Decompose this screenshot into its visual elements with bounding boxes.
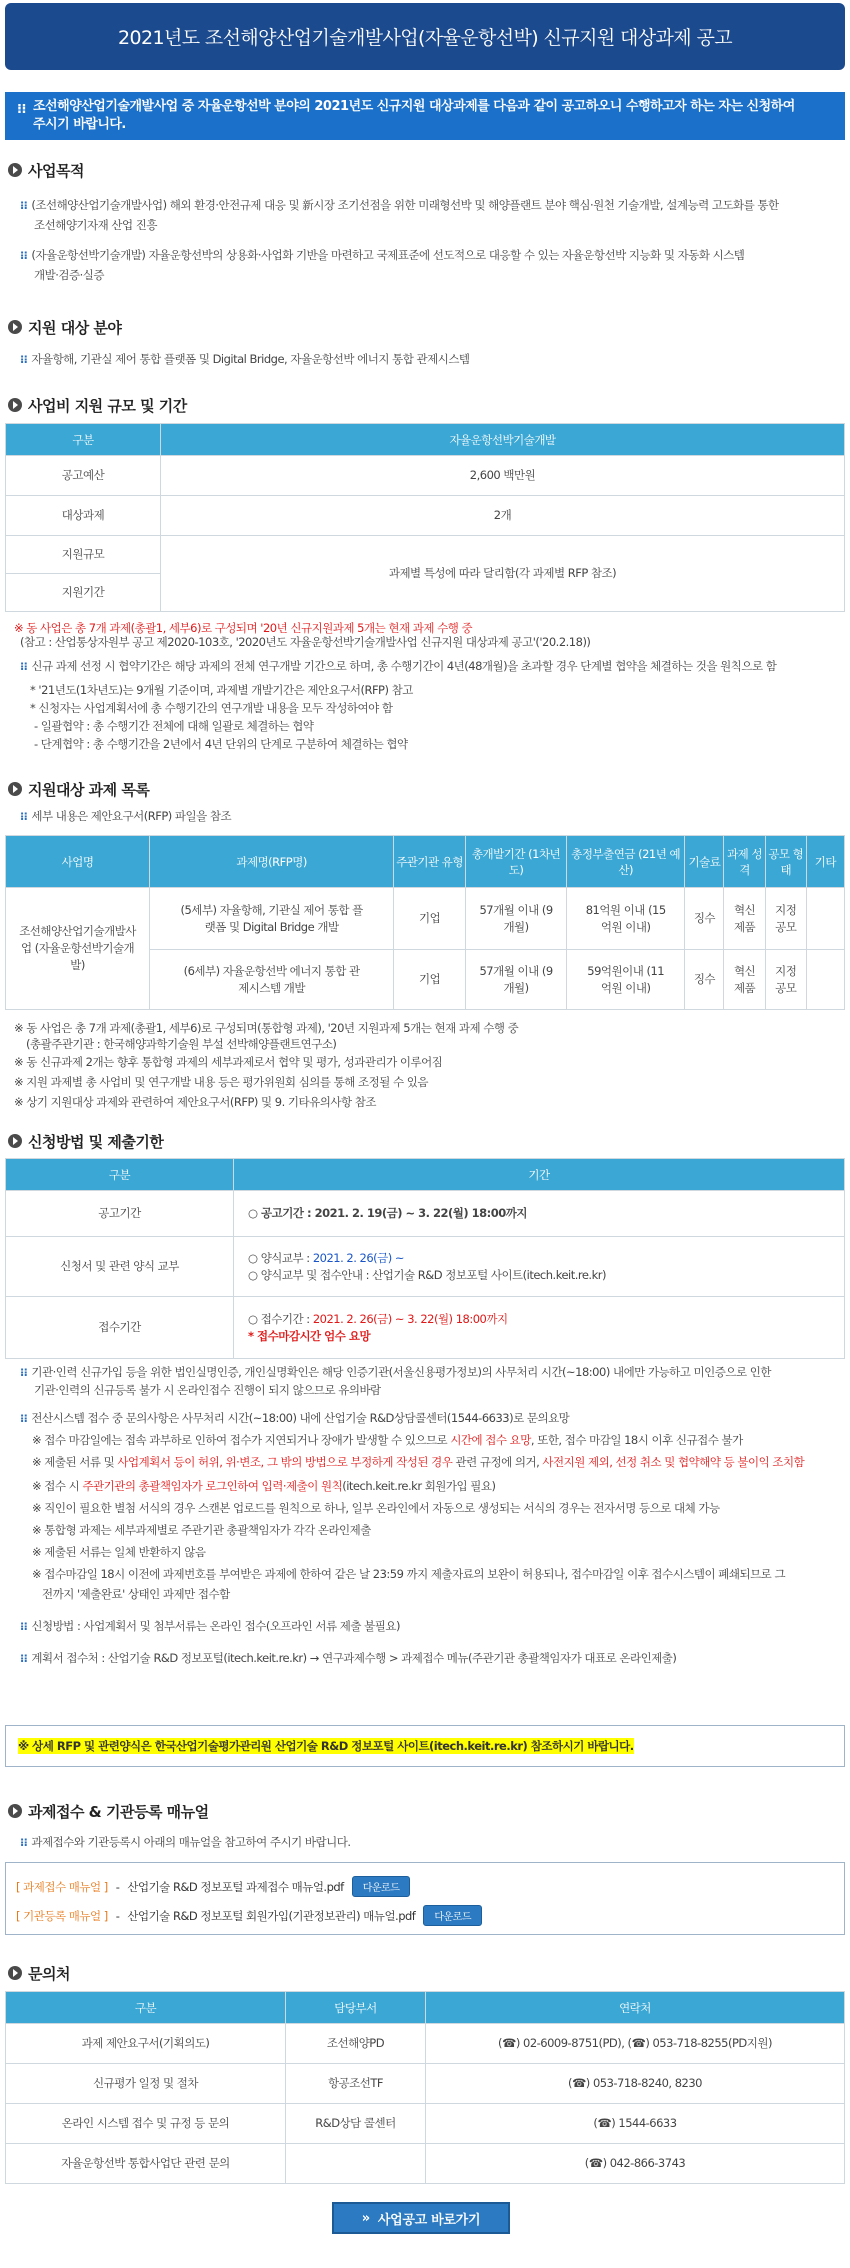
section-purpose: [8, 159, 84, 181]
go-to-announcement-button[interactable]: » 사업공고 바로가기: [332, 2202, 510, 2234]
section-arrow-icon: [8, 1966, 22, 1980]
table-cell: 57개월 이내 (9개월): [466, 888, 567, 950]
section-arrow-icon: [8, 163, 22, 177]
bullet-icon: ⁝⁝: [20, 1836, 28, 1849]
bullet-icon: ⁝⁝: [20, 1620, 28, 1633]
bullet-icon: ⁝⁝: [20, 1652, 28, 1665]
budget-note: ※ 동 사업은 총 7개 과제(총괄1, 세부6)로 구성되며 '20년 신규지원과제 5개는 현재 과제 수행 중: [14, 621, 473, 635]
table-header: 주관기관 유형: [394, 836, 466, 888]
table-header: 기간: [234, 1159, 845, 1191]
project-note: ※ 상기 지원대상 과제와 관련하여 제안요구서(RFP) 및 9. 기타유의사항 참조: [14, 1095, 376, 1109]
intro-line-2: 주시기 바랍니다.: [33, 117, 126, 132]
download-row-registration: [ 기관등록 매뉴얼 ] - 산업기술 R&D 정보포털 회원가입(기관정보관리) 매뉴얼.pdf 다운로드: [16, 1905, 482, 1926]
table-header: 구분: [6, 424, 161, 456]
table-row: [6, 2064, 845, 2104]
table-cell: 항공조선TF: [286, 2064, 426, 2104]
project-table: [5, 835, 845, 1010]
table-cell: 대상과제: [6, 496, 161, 536]
section-arrow-icon: [8, 1134, 22, 1148]
application-note: ⁝⁝ 신청방법 : 사업계획서 및 첨부서류는 온라인 접수(오프라인 서류 제출 불필요): [20, 1619, 400, 1633]
table-cell: [286, 2144, 426, 2184]
application-note: ※ 접수 시 주관기관의 총괄책임자가 로그인하여 입력·제출이 원칙(itech.keit.re.kr 회원가입 필요): [32, 1479, 496, 1493]
purpose-item-1: ⁝⁝ (조선해양산업기술개발사업) 해외 환경·안전규제 대응 및 新시장 조기선점을 위한 미래형선박 및 해양플랜트 분야 핵심·원천 기술개발, 설계능력 고도화를 통한: [20, 198, 779, 212]
table-cell: 접수기간: [6, 1297, 234, 1359]
dots-icon: ⁝⁝: [17, 102, 26, 117]
budget-note: - 단계협약 : 총 수행기간을 2년에서 4년 단위의 단계로 구분하여 체결하는 협약: [34, 737, 408, 751]
table-cell: 기업: [394, 888, 466, 950]
table-row: [6, 2024, 845, 2064]
table-cell: 57개월 이내 (9개월): [466, 950, 567, 1010]
page-title: 2021년도 조선해양산업기술개발사업(자율운항선박) 신규지원 대상과제 공고: [5, 3, 845, 70]
table-cell: 과제 제안요구서(기획의도): [6, 2024, 286, 2064]
table-cell: R&D상담 콜센터: [286, 2104, 426, 2144]
application-note: ※ 직인이 필요한 별첨 서식의 경우 스캔본 업로드를 원칙으로 하나, 일부 온라인에서 자동으로 생성되는 서식의 경우는 전자서명 등으로 대체 가능: [32, 1501, 720, 1515]
project-note: (총괄주관기관 : 한국해양과학기술원 부설 선박해양플랜트연구소): [26, 1037, 337, 1051]
application-note: ※ 제출된 서류 및 사업계획서 등이 허위, 위·변조, 그 밖의 방법으로 부정하게 작성된 경우 관련 규정에 의거, 사전지원 제외, 선정 취소 및 협약해약 등 불이익 조치함: [32, 1455, 805, 1469]
table-cell: 징수: [685, 950, 724, 1010]
bullet-icon: ⁝⁝: [20, 1366, 28, 1379]
table-cell: 조선해양산업기술개발사업 (자율운항선박기술개발): [6, 888, 150, 1010]
section-title: 지원 대상 분야: [28, 318, 122, 337]
table-cell: (5세부) 자율항해, 기관실 제어 통합 플랫폼 및 Digital Bridge 개발: [150, 888, 394, 950]
table-cell: 과제별 특성에 따라 달리함(각 과제별 RFP 참조): [161, 536, 845, 612]
section-arrow-icon: [8, 320, 22, 334]
table-header: 담당부서: [286, 1992, 426, 2024]
bullet-icon: ⁝⁝: [20, 660, 28, 673]
section-target-field: [8, 316, 121, 338]
table-cell: 지정 공모: [765, 888, 806, 950]
table-header: 구분: [6, 1992, 286, 2024]
section-title: 과제접수 & 기관등록 매뉴얼: [28, 1802, 209, 1821]
section-contact: [8, 1962, 70, 1984]
table-cell: 지원기간: [6, 574, 161, 612]
target-field-item: ⁝⁝ 자율항해, 기관실 제어 통합 플랫폼 및 Digital Bridge, 자율운항선박 에너지 통합 관제시스템: [20, 352, 470, 366]
table-header: 공모 형태: [765, 836, 806, 888]
table-cell: 신규평가 일정 및 절차: [6, 2064, 286, 2104]
table-cell: 지정 공모: [765, 950, 806, 1010]
table-header: 연락처: [426, 1992, 845, 2024]
budget-note: (참고 : 산업통상자원부 공고 제2020-103호, '2020년도 자율운항선박기술개발사업 신규지원 대상과제 공고'('20.2.18)): [20, 635, 591, 649]
download-row-submission: [ 과제접수 매뉴얼 ] - 산업기술 R&D 정보포털 과제접수 매뉴얼.pdf 다운로드: [16, 1876, 410, 1897]
budget-note: * 신청자는 사업계획서에 총 수행기간의 연구개발 내용을 모두 작성하여야 함: [30, 701, 393, 715]
section-arrow-icon: [8, 782, 22, 796]
table-cell: (6세부) 자율운항선박 에너지 통합 관제시스템 개발: [150, 950, 394, 1010]
table-header: 기술료: [685, 836, 724, 888]
project-note: ※ 동 신규과제 2개는 향후 통합형 과제의 세부과제로서 협약 및 평가, 성과관리가 이루어짐: [14, 1055, 443, 1069]
bullet-icon: ⁝⁝: [20, 199, 28, 212]
table-cell: 혁신 제품: [724, 950, 765, 1010]
table-cell: 2,600 백만원: [161, 456, 845, 496]
table-header: 총정부출연금 (21년 예산): [567, 836, 685, 888]
table-cell: ○ 접수기간 : 2021. 2. 26(금) ~ 3. 22(월) 18:00까지 * 접수마감시간 엄수 요망: [234, 1297, 845, 1359]
table-cell: 81억원 이내 (15억원 이내): [567, 888, 685, 950]
intro-box: [5, 92, 845, 140]
section-budget: [8, 394, 187, 416]
application-table: [5, 1158, 845, 1359]
table-cell: 신청서 및 관련 양식 교부: [6, 1237, 234, 1297]
project-note: ※ 지원 과제별 총 사업비 및 연구개발 내용 등은 평가위원회 심의를 통해 조정될 수 있음: [14, 1075, 429, 1089]
table-cell: (☎) 1544-6633: [426, 2104, 845, 2144]
table-header: 과제 성격: [724, 836, 765, 888]
table-cell: [806, 888, 844, 950]
application-note: ※ 접수마감일 18시 이전에 과제번호를 부여받은 과제에 한하여 같은 날 23:59 까지 제출자료의 보완이 허용되나, 접수마감일 이후 접수시스템이 폐쇄되므로 그: [32, 1567, 786, 1581]
table-cell: 공고기간: [6, 1191, 234, 1237]
project-note: ※ 동 사업은 총 7개 과제(총괄1, 세부6)로 구성되며(통합형 과제), '20년 지원과제 5개는 현재 과제 수행 중: [14, 1021, 519, 1035]
application-note: ※ 통합형 과제는 세부과제별로 주관기관 총괄책임자가 각각 온라인제출: [32, 1523, 371, 1537]
table-row: [6, 2104, 845, 2144]
section-manuals: [8, 1800, 209, 1822]
intro-line-1: 조선해양산업기술개발사업 중 자율운항선박 분야의 2021년도 신규지원 대상과제를 다음과 같이 공고하오니 수행하고자 하는 자는 신청하여: [33, 99, 795, 114]
table-row: [6, 888, 845, 950]
manual-note: ⁝⁝ 과제접수와 기관등록시 아래의 매뉴얼을 참고하여 주시기 바랍니다.: [20, 1835, 351, 1849]
download-button[interactable]: 다운로드: [352, 1876, 411, 1897]
download-button[interactable]: 다운로드: [423, 1905, 482, 1926]
contact-table: [5, 1991, 845, 2184]
purpose-item-2: ⁝⁝ (자율운항선박기술개발) 자율운항선박의 상용화·사업화 기반을 마련하고 국제표준에 선도적으로 대응할 수 있는 자율운항선박 지능화 및 자동화 시스템: [20, 248, 745, 262]
table-cell: 2개: [161, 496, 845, 536]
table-cell: [806, 950, 844, 1010]
application-note: ※ 접수 마감일에는 접속 과부하로 인하여 접수가 지연되거나 장애가 발생할 수 있으므로 시간에 접수 요망, 또한, 접수 마감일 18시 이후 신규접수 불가: [32, 1433, 743, 1447]
application-note: ※ 제출된 서류는 일체 반환하지 않음: [32, 1545, 206, 1559]
application-note: ⁝⁝ 전산시스템 접수 중 문의사항은 사무처리 시간(~18:00) 내에 산업기술 R&D상담콜센터(1544-6633)로 문의요망: [20, 1411, 570, 1425]
double-chevron-icon: »: [361, 2210, 370, 2226]
notice-box: ※ 상세 RFP 및 관련양식은 한국산업기술평가관리원 산업기술 R&D 정보포털 사이트(itech.keit.re.kr) 참조하시기 바랍니다.: [5, 1725, 845, 1767]
section-title: 문의처: [28, 1964, 70, 1983]
table-cell: 기업: [394, 950, 466, 1010]
application-note: ⁝⁝ 계획서 접수처 : 산업기술 R&D 정보포털(itech.keit.re.kr) → 연구과제수행 > 과제접수 메뉴(주관기관 총괄책임자가 대표로 온라인제출): [20, 1651, 677, 1665]
budget-note: - 일괄협약 : 총 수행기간 전체에 대해 일괄로 체결하는 협약: [34, 719, 314, 733]
table-cell: 온라인 시스템 접수 및 규정 등 문의: [6, 2104, 286, 2144]
table-row: [6, 2144, 845, 2184]
table-cell: 공고예산: [6, 456, 161, 496]
section-title: 지원대상 과제 목록: [28, 780, 150, 799]
table-header: 자율운항선박기술개발: [161, 424, 845, 456]
section-arrow-icon: [8, 398, 22, 412]
application-note: 전까지 '제출완료' 상태인 과제만 접수함: [42, 1587, 230, 1601]
budget-note: ⁝⁝ 신규 과제 선정 시 협약기간은 해당 과제의 전체 연구개발 기간으로 하며, 총 수행기간이 4년(48개월)을 초과할 경우 단계별 협약을 체결하는 것을 원칙으로 함: [20, 659, 777, 673]
section-project-list: [8, 778, 149, 800]
table-cell: 혁신 제품: [724, 888, 765, 950]
budget-table: [5, 423, 845, 612]
section-title: 신청방법 및 제출기한: [28, 1132, 164, 1151]
table-cell: ○ 공고기간 : 2021. 2. 19(금) ~ 3. 22(월) 18:00까지: [234, 1191, 845, 1237]
table-cell: (☎) 053-718-8240, 8230: [426, 2064, 845, 2104]
section-title: 사업목적: [28, 161, 84, 180]
budget-note: * '21년도(1차년도)는 9개월 기준이며, 과제별 개발기간은 제안요구서(RFP) 참고: [30, 683, 413, 697]
table-header: 과제명(RFP명): [150, 836, 394, 888]
table-cell: 조선해양PD: [286, 2024, 426, 2064]
table-cell: ○ 양식교부 : 2021. 2. 26(금) ~ ○ 양식교부 및 접수안내 : 산업기술 R&D 정보포털 사이트(itech.keit.re.kr): [234, 1237, 845, 1297]
section-title: 사업비 지원 규모 및 기간: [28, 396, 187, 415]
table-cell: 자율운항선박 통합사업단 관련 문의: [6, 2144, 286, 2184]
section-arrow-icon: [8, 1804, 22, 1818]
section-application: [8, 1130, 163, 1152]
table-cell: 징수: [685, 888, 724, 950]
table-header: 사업명: [6, 836, 150, 888]
table-cell: 지원규모: [6, 536, 161, 574]
table-header: 기타: [806, 836, 844, 888]
table-header: 총개발기간 (1차년도): [466, 836, 567, 888]
bullet-icon: ⁝⁝: [20, 353, 28, 366]
application-note: ⁝⁝ 기관·인력 신규가입 등을 위한 법인실명인증, 개인실명확인은 해당 인증기관(서울신용평가정보)의 사무처리 시간(~18:00) 내에만 가능하고 미인증으로 인한: [20, 1365, 771, 1379]
table-cell: 59억원이내 (11억원 이내): [567, 950, 685, 1010]
bullet-icon: ⁝⁝: [20, 810, 28, 823]
table-cell: (☎) 042-866-3743: [426, 2144, 845, 2184]
bullet-icon: ⁝⁝: [20, 1412, 28, 1425]
table-cell: (☎) 02-6009-8751(PD), (☎) 053-718-8255(PD지원): [426, 2024, 845, 2064]
purpose-item-2-cont: 개발·검증·실증: [34, 268, 104, 282]
table-header: 구분: [6, 1159, 234, 1191]
download-box: [5, 1862, 845, 1935]
project-list-note: ⁝⁝ 세부 내용은 제안요구서(RFP) 파일을 참조: [20, 809, 232, 823]
application-note: 기관·인력의 신규등록 불가 시 온라인접수 진행이 되지 않으므로 유의바람: [34, 1383, 381, 1397]
bullet-icon: ⁝⁝: [20, 249, 28, 262]
purpose-item-1-cont: 조선해양기자재 산업 진흥: [34, 218, 158, 232]
